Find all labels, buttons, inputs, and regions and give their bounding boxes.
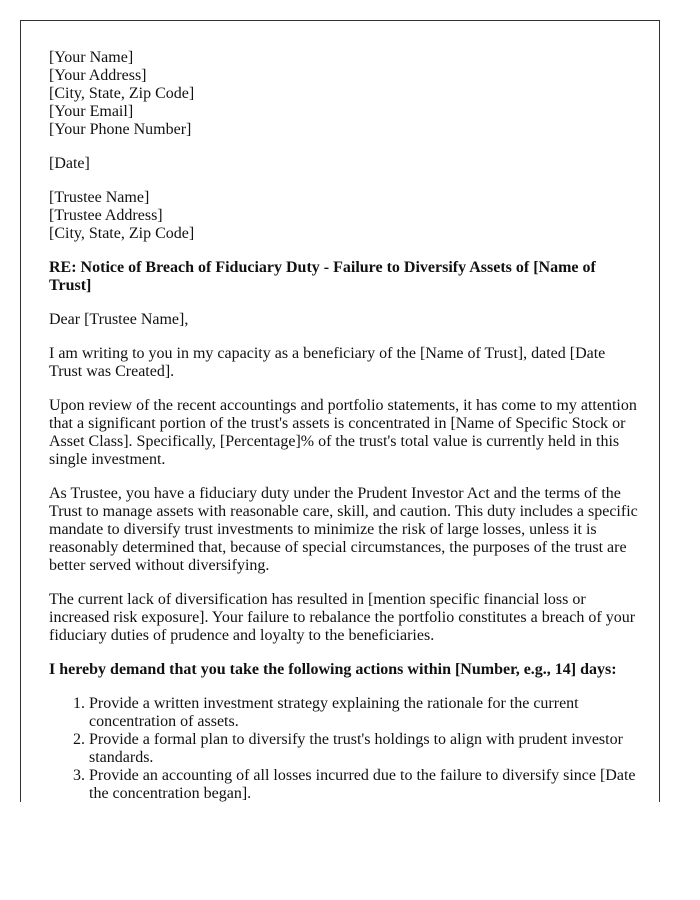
sender-block [49, 49, 639, 139]
subject-line: RE: Notice of Breach of Fiduciary Duty - Failure to Diversify Assets of [Name of Trust] [49, 259, 596, 294]
recipient-address: [Trustee Address] [49, 207, 163, 224]
salutation: Dear [Trustee Name], [49, 311, 189, 328]
paragraph-fiduciary-duty: As Trustee, you have a fiduciary duty under the Prudent Investor Act and the terms of the Trust to manage assets with reasonable care, skill, and caution. This duty includes a specific mandate to diversify trust investments to minimize the risk of large losses, unless it is reasonably determined that, because of special circumstances, the purposes of the trust are better served without diversifying. [49, 485, 638, 574]
sender-name: [Your Name] [49, 49, 134, 66]
demand-item: 1. Provide a written investment strategy explaining the rationale for the current concentration of assets. [89, 695, 639, 731]
sender-email: [Your Email] [49, 103, 134, 120]
paragraph-concentration: Upon review of the recent accountings and portfolio statements, it has come to my attention that a significant portion of the trust's assets is concentrated in [Name of Specific Stock or Asset Class]. Specifically, [Percentage]% of the trust's total value is currently held in this single investment. [49, 397, 637, 468]
sender-phone: [Your Phone Number] [49, 121, 192, 138]
demand-item: 3. Provide an accounting of all losses incurred due to the failure to diversify since [Date the concentration began]. [89, 767, 639, 802]
recipient-city-state-zip: [City, State, Zip Code] [49, 225, 195, 242]
recipient-name: [Trustee Name] [49, 189, 150, 206]
recipient-block [49, 189, 639, 243]
letter-body [49, 49, 639, 802]
letter-date: [Date] [49, 155, 90, 172]
demand-list [49, 695, 639, 802]
sender-address: [Your Address] [49, 67, 147, 84]
paragraph-breach: The current lack of diversification has resulted in [mention specific financial loss or increased risk exposure]. Your failure to rebalance the portfolio constitutes a breach of your fiduciary duties of prudence and loyalty to the beneficiaries. [49, 591, 636, 644]
demand-item: 2. Provide a formal plan to diversify the trust's holdings to align with prudent investor standards. [89, 731, 639, 767]
paragraph-capacity: I am writing to you in my capacity as a beneficiary of the [Name of Trust], dated [Date Trust was Created]. [49, 345, 606, 380]
sender-city-state-zip: [City, State, Zip Code] [49, 85, 195, 102]
demand-heading: I hereby demand that you take the following actions within [Number, e.g., 14] days: [49, 661, 617, 678]
letter-page [20, 20, 660, 802]
